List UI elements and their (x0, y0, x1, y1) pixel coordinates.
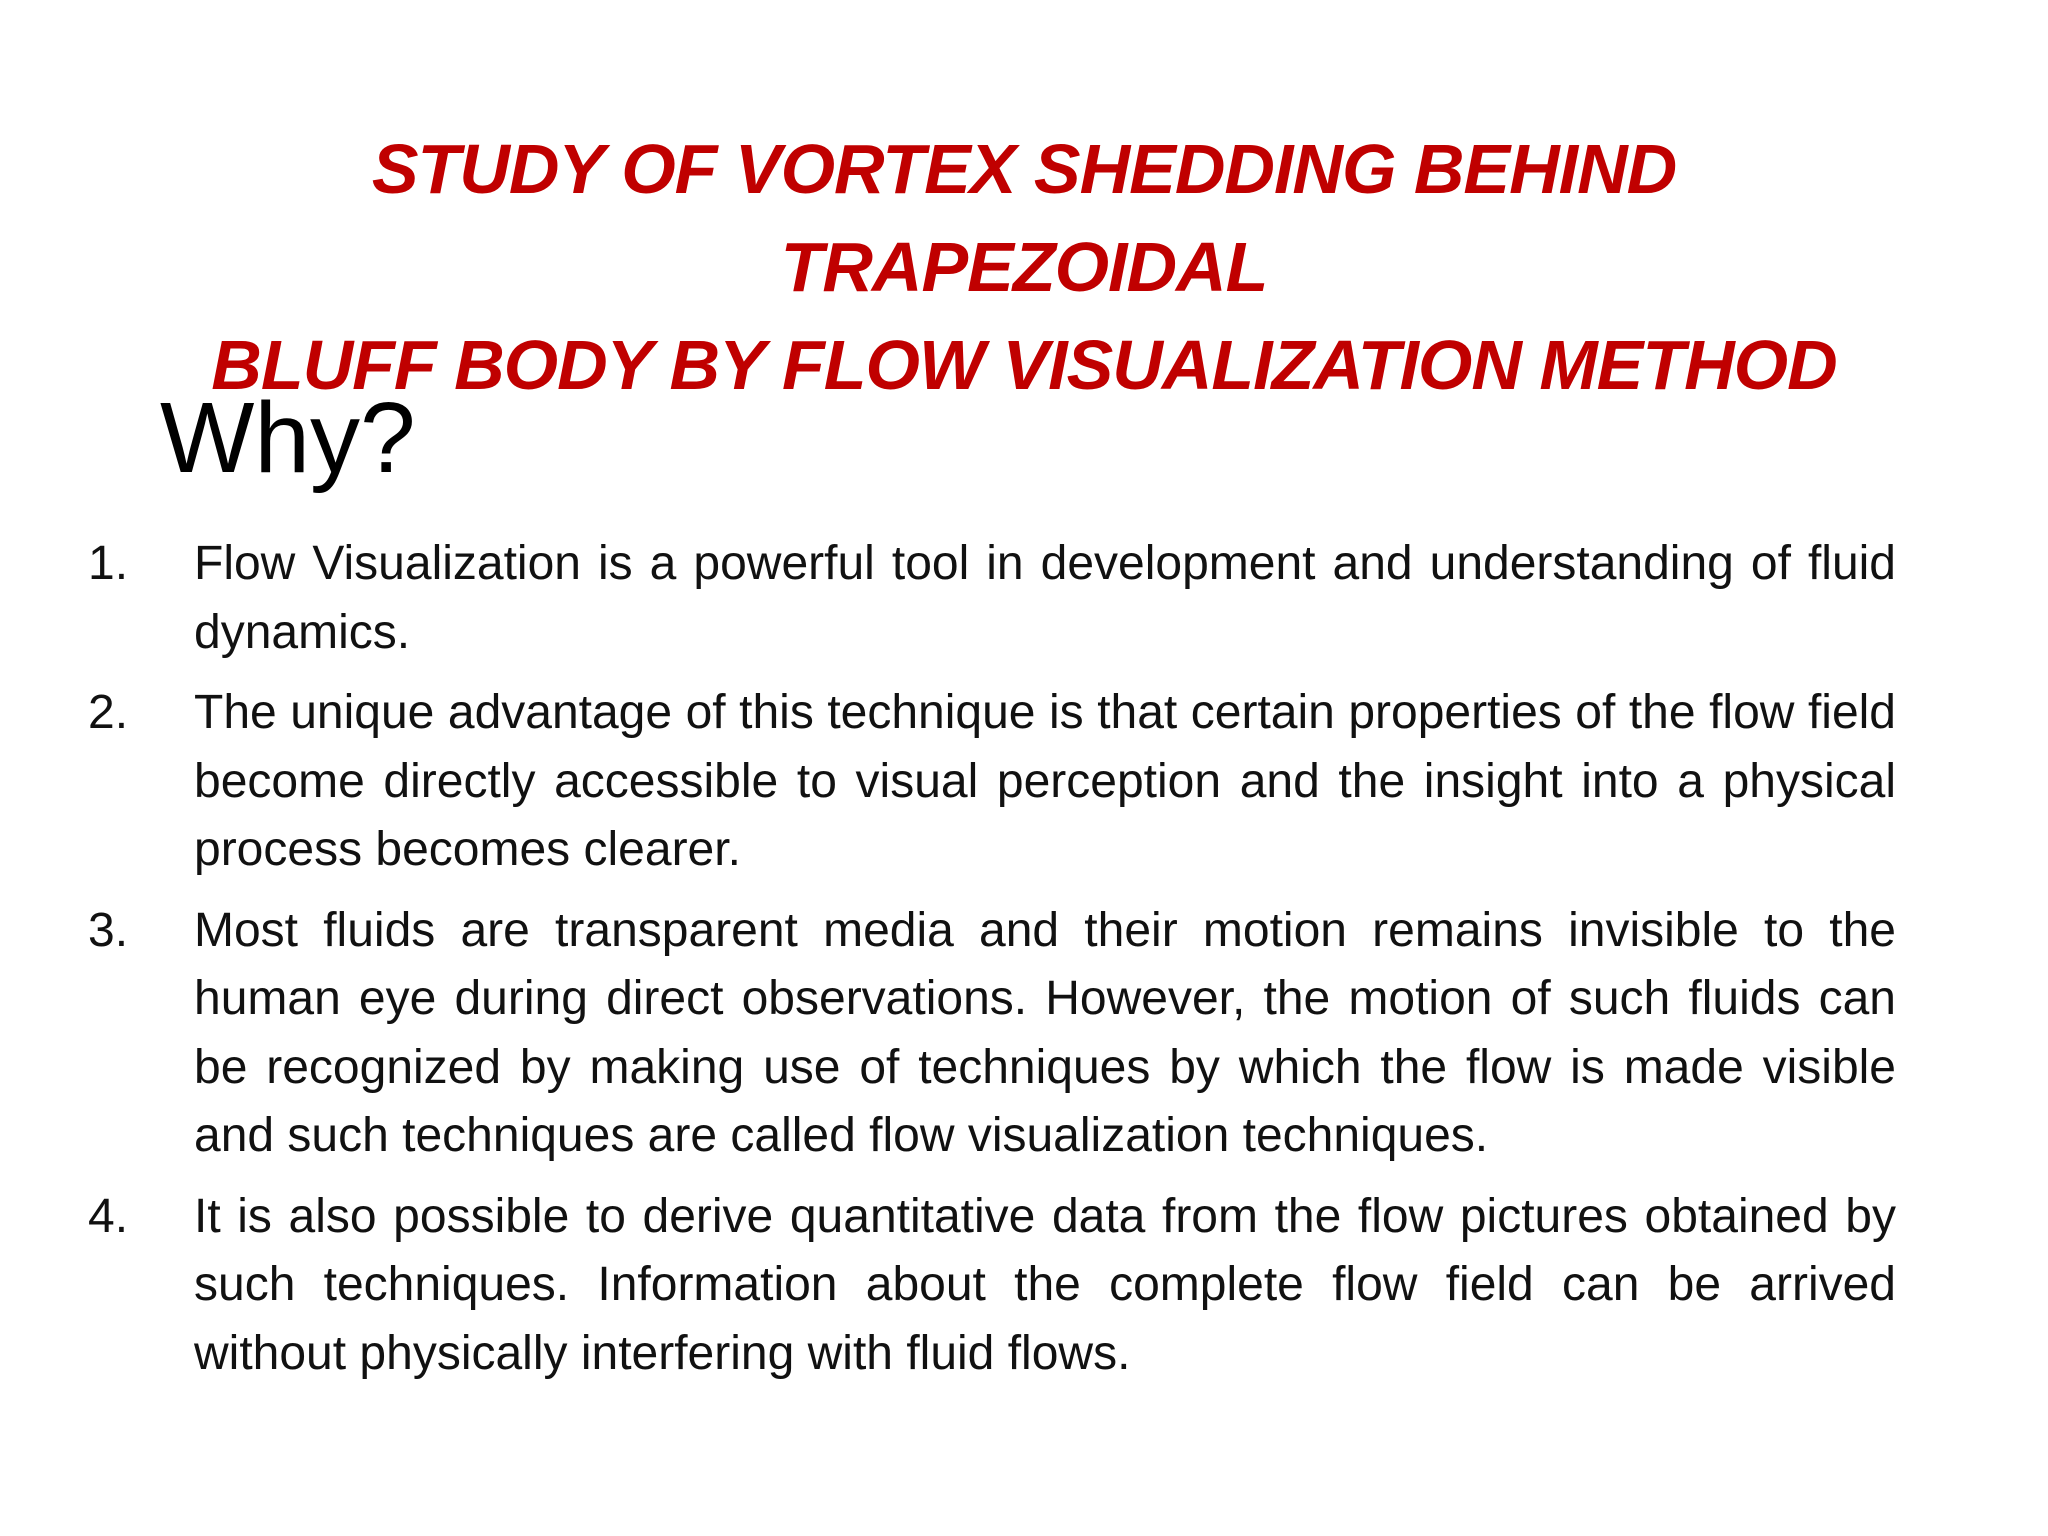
slide-title-line-1: STUDY OF VORTEX SHEDDING BEHIND TRAPEZOIDAL (371, 130, 1677, 306)
reasons-list (88, 530, 1896, 1400)
list-item-text: Flow Visualization is a powerful tool in development and understanding of fluid dynamics. (194, 537, 1896, 659)
list-item-number: 4. (88, 1189, 129, 1243)
list-item (88, 530, 1896, 667)
list-item (88, 897, 1896, 1171)
slide-title-line-2: BLUFF BODY BY FLOW VISUALIZATION METHOD (211, 326, 1837, 404)
section-heading: Why? (160, 382, 416, 494)
list-item-number: 3. (88, 903, 129, 957)
list-item-number: 2. (88, 686, 129, 739)
slide-title (120, 120, 1928, 414)
list-item (88, 1183, 1896, 1389)
list-item (88, 679, 1896, 885)
list-item-text: The unique advantage of this technique is that certain properties of the flow field become directly accessible to visual perception and the insight into a physical process becomes clearer. (194, 686, 1896, 876)
list-item-number: 1. (88, 537, 129, 590)
list-item-text: It is also possible to derive quantitative data from the flow pictures obtained by such techniques. Information about the complete flow field can be arrived without physically interfering with fluid flows. (194, 1189, 1896, 1380)
list-item-text: Most fluids are transparent media and their motion remains invisible to the human eye during direct observations. However, the motion of such fluids can be recognized by making use of techniques by which the flow is made visible and such techniques are called flow visualization techniques. (194, 903, 1896, 1162)
